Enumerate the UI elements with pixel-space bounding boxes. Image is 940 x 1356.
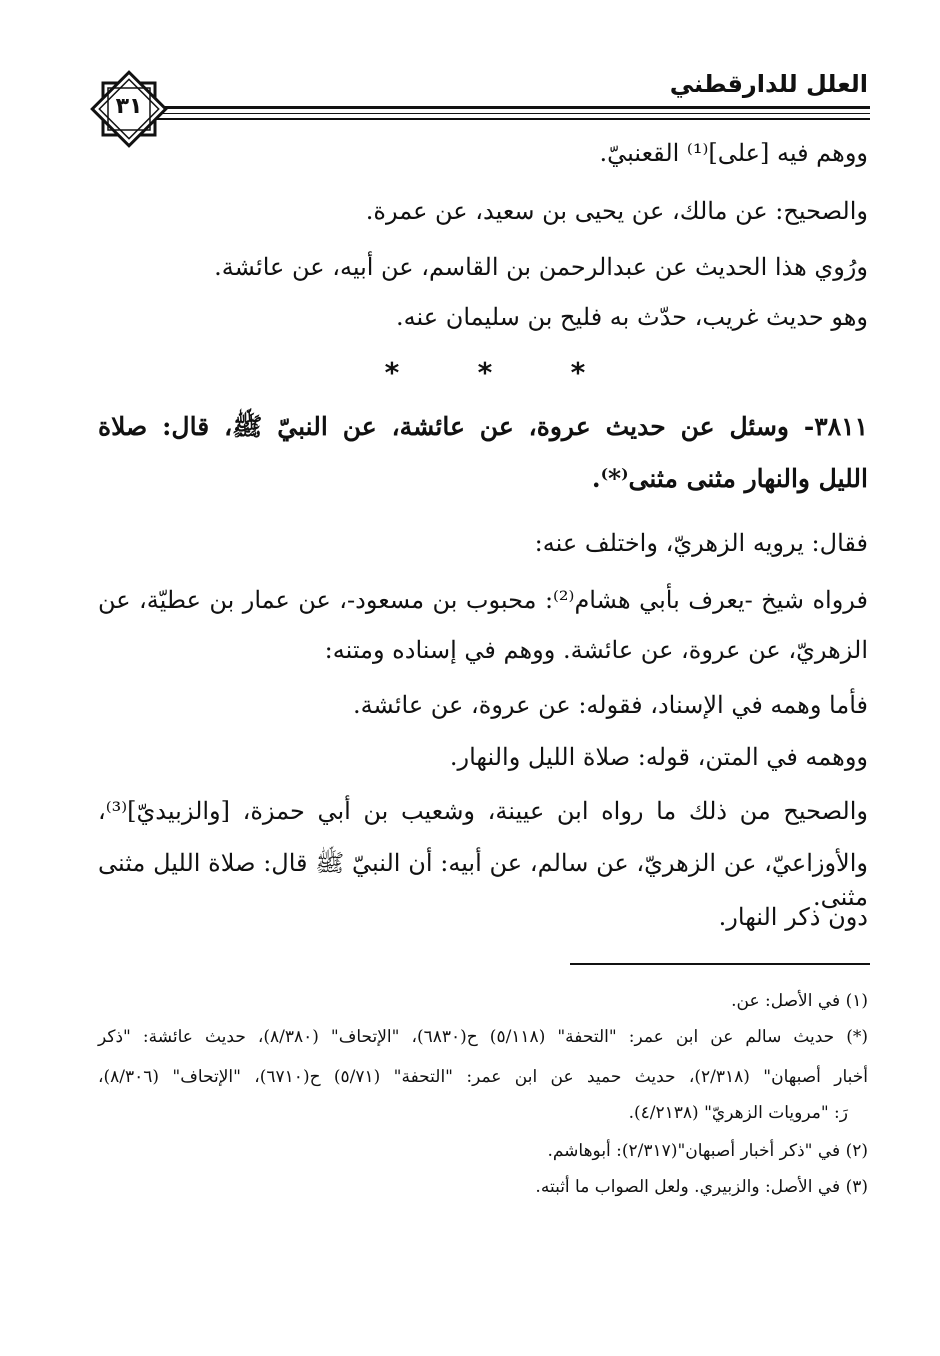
body-line: وهو حديث غريب، حدّث به فليح بن سليمان عنه. [396, 303, 868, 331]
separator-star: * [570, 356, 586, 389]
hadith-heading-line: ٣٨١١- وسئل عن حديث عروة، عن عائشة، عن النبيّ ﷺ، قال: صلاة [98, 412, 868, 441]
footnote: (*) حديث سالم عن ابن عمر: "التحفة" (٥/١١٨) ح(٦٨٣٠)، "الإتحاف" (٨/٣٨٠)، حديث عائشة: "ذكر [98, 1027, 868, 1047]
footnote: رَ: "مرويات الزهريّ" (٤/٢١٣٨). [628, 1103, 848, 1123]
body-line: ووهم فيه [على]⁽¹⁾ القعنبيّ. [599, 139, 868, 167]
body-line: فأما وهمه في الإسناد، فقوله: عن عروة، عن عائشة. [352, 691, 868, 719]
footnote: أخبار أصبهان" (٢/٣١٨)، حديث حميد عن ابن عمر: "التحفة" (٥/٧١) ح(٦٧١٠)، "الإتحاف" (٨/٣٠٦)، [98, 1067, 868, 1087]
body-line: والأوزاعيّ، عن الزهريّ، عن سالم، عن أبيه: أن النبيّ ﷺ قال: صلاة الليل مثنى مثنى. [98, 849, 868, 911]
hadith-heading-line: الليل والنهار مثنى مثنى⁽*⁾. [591, 464, 868, 493]
page-number-badge [86, 66, 172, 152]
separator-star: * [477, 356, 493, 389]
body-line: ورُوي هذا الحديث عن عبدالرحمن بن القاسم، عن أبيه، عن عائشة. [214, 253, 868, 281]
body-line: دون ذكر النهار. [718, 903, 868, 931]
header-rule [150, 113, 870, 114]
separator-star: * [384, 356, 400, 389]
footnote: (٣) في الأصل: والزبيري. ولعل الصواب ما أثبته. [535, 1177, 868, 1197]
section-separator [380, 356, 590, 389]
running-header-title: العلل للدارقطني [669, 70, 868, 98]
footnote: (١) في الأصل: عن. [731, 991, 868, 1011]
page-number: ٣١ [115, 94, 143, 119]
body-line: والصحيح من ذلك ما رواه ابن عيينة، وشعيب بن أبي حمزة، [والزبيديّ]⁽³⁾، [98, 797, 868, 825]
body-line: الزهريّ، عن عروة، عن عائشة. ووهم في إسناده ومتنه: [324, 636, 868, 664]
body-line: فقال: يرويه الزهريّ، واختلف عنه: [534, 529, 868, 557]
body-line: والصحيح: عن مالك، عن يحيى بن سعيد، عن عمرة. [365, 197, 868, 225]
footnote: (٢) في "ذكر أخبار أصبهان"(٢/٣١٧): أبوهاشم. [547, 1141, 868, 1161]
header-rule [150, 106, 870, 109]
header-rule [150, 118, 870, 120]
footnote-separator [570, 963, 870, 965]
body-line: فرواه شيخ -يعرف بأبي هشام⁽²⁾: محبوب بن مسعود-، عن عمار بن عطيّة، عن [98, 586, 868, 614]
body-line: ووهمه في المتن، قوله: صلاة الليل والنهار. [449, 743, 868, 771]
